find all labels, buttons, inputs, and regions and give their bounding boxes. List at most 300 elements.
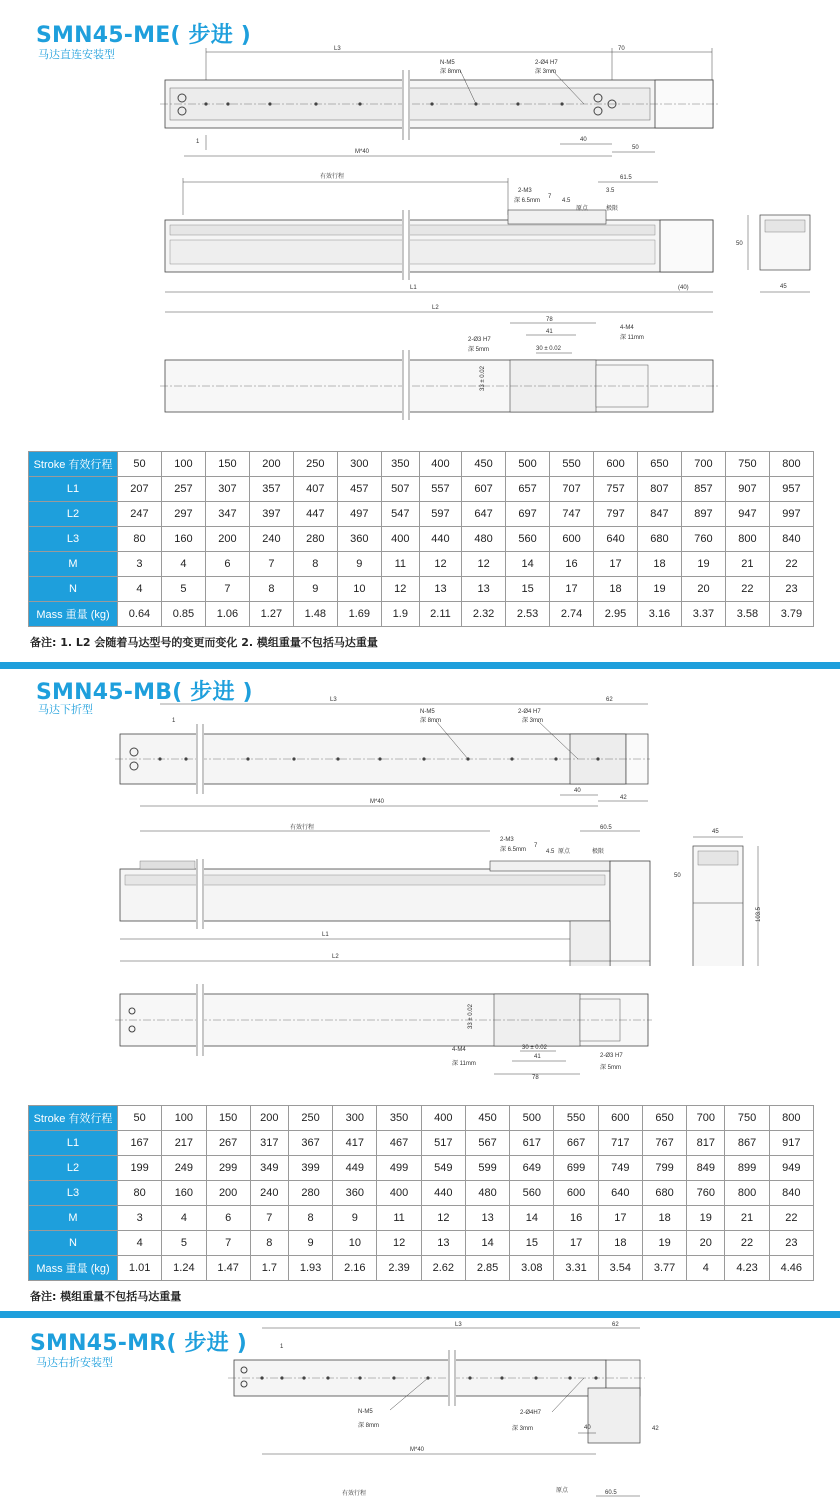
table-cell: 600 (594, 452, 638, 477)
dim-30: 30 ± 0.02 (536, 346, 561, 352)
dim-42: 42 (652, 1426, 659, 1432)
table-cell: 500 (506, 452, 550, 477)
table-cell: 760 (687, 1181, 725, 1206)
table-cell: 2.62 (421, 1256, 465, 1281)
table-cell: 717 (598, 1131, 642, 1156)
table-cell: 3.31 (554, 1256, 598, 1281)
table-cell: 2.16 (333, 1256, 377, 1281)
section-subtitle: 马达右折安装型 (36, 1356, 113, 1369)
row-header: Mass 重量 (kg) (29, 602, 118, 627)
label-depth65: 深 6.5mm (500, 847, 527, 853)
row-header: L3 (29, 527, 118, 552)
table-cell: 17 (554, 1231, 598, 1256)
table-row (29, 552, 814, 577)
label-stroke: 有效行程 (290, 825, 315, 831)
table-cell: 13 (419, 577, 461, 602)
table-cell: 2.53 (506, 602, 550, 627)
table-cell: 640 (598, 1181, 642, 1206)
label-m4: 4-M4 (452, 1047, 466, 1053)
label-nm5: N-M5 (440, 60, 455, 66)
table-cell: 397 (249, 502, 293, 527)
table-cell: 18 (598, 1231, 642, 1256)
table-cell: 957 (769, 477, 813, 502)
row-header: L3 (29, 1181, 118, 1206)
table-cell: 14 (465, 1231, 509, 1256)
table-cell: 949 (769, 1156, 813, 1181)
row-header: Stroke 有效行程 (29, 452, 118, 477)
table-cell: 4 (162, 1206, 206, 1231)
table-cell: 9 (337, 552, 381, 577)
table-cell: 257 (161, 477, 205, 502)
table-cell: 100 (162, 1106, 206, 1131)
table-cell: 899 (725, 1156, 769, 1181)
table-cell: 360 (337, 527, 381, 552)
table-cell: 607 (462, 477, 506, 502)
dim-m40: M*40 (410, 1447, 425, 1453)
table-cell: 13 (465, 1206, 509, 1231)
dim-1: 1 (172, 718, 176, 724)
table-cell: 3.79 (769, 602, 813, 627)
table-cell: 4 (687, 1256, 725, 1281)
dim-p40: (40) (678, 285, 689, 291)
table-cell: 757 (594, 477, 638, 502)
table-cell: 249 (162, 1156, 206, 1181)
table-cell: 499 (377, 1156, 421, 1181)
table-cell: 917 (769, 1131, 813, 1156)
table-cell: 560 (506, 527, 550, 552)
table-cell: 20 (681, 577, 725, 602)
table-cell: 11 (377, 1206, 421, 1231)
table-cell: 17 (594, 552, 638, 577)
table-row (29, 1231, 814, 1256)
table-cell: 199 (118, 1156, 162, 1181)
section-title: SMN45-MR( 步进 ) (30, 1331, 247, 1356)
table-cell: 847 (638, 502, 682, 527)
row-header: L2 (29, 1156, 118, 1181)
dim-70: 70 (618, 46, 625, 52)
section-divider (0, 1311, 840, 1318)
dim-50: 50 (632, 145, 639, 151)
table-cell: 547 (381, 502, 419, 527)
row-header: Stroke 有效行程 (29, 1106, 118, 1131)
table-cell: 3.58 (725, 602, 769, 627)
table-row (29, 1256, 814, 1281)
table-cell: 840 (769, 1181, 813, 1206)
table-cell: 407 (293, 477, 337, 502)
dim-605: 60.5 (605, 1490, 617, 1496)
spec-table (28, 1105, 814, 1281)
label-h3: 2-Ø3 H7 (468, 337, 491, 343)
table-cell: 1.47 (206, 1256, 250, 1281)
dim-l3: L3 (330, 697, 337, 703)
dim-615: 61.5 (620, 175, 632, 181)
label-holes: 2-Ø4H7 (520, 1410, 542, 1416)
table-cell: 750 (725, 452, 769, 477)
table-cell: 517 (421, 1131, 465, 1156)
label-limit: 极限 (592, 849, 605, 855)
table-cell: 167 (118, 1131, 162, 1156)
dim-40: 40 (580, 137, 587, 143)
table-cell: 467 (377, 1131, 421, 1156)
table-cell: 18 (594, 577, 638, 602)
section-title: SMN45-MB( 步进 ) (36, 680, 253, 705)
table-cell: 840 (769, 527, 813, 552)
side-50: 50 (674, 873, 681, 879)
dim-l1: L1 (322, 932, 329, 938)
table-cell: 449 (333, 1156, 377, 1181)
table-cell: 297 (161, 502, 205, 527)
table-cell: 19 (638, 577, 682, 602)
table-cell: 8 (293, 552, 337, 577)
table-cell: 849 (687, 1156, 725, 1181)
dim-62: 62 (612, 1322, 619, 1328)
table-cell: 247 (118, 502, 162, 527)
table-cell: 647 (462, 502, 506, 527)
spec-table (28, 451, 814, 627)
table-cell: 457 (337, 477, 381, 502)
table-cell: 19 (642, 1231, 686, 1256)
table-cell: 800 (769, 452, 813, 477)
table-cell: 6 (206, 1206, 250, 1231)
table-cell: 480 (462, 527, 506, 552)
table-cell: 447 (293, 502, 337, 527)
table-cell: 7 (205, 577, 249, 602)
table-cell: 200 (249, 452, 293, 477)
table-cell: 8 (249, 577, 293, 602)
table-cell: 18 (642, 1206, 686, 1231)
table-cell: 3.54 (598, 1256, 642, 1281)
table-cell: 1.24 (162, 1256, 206, 1281)
table-cell: 907 (725, 477, 769, 502)
drawing-top-view (0, 689, 840, 834)
table-cell: 240 (250, 1181, 288, 1206)
table-cell: 817 (687, 1131, 725, 1156)
table-row (29, 1106, 814, 1131)
side-45: 45 (712, 829, 719, 835)
table-cell: 150 (205, 452, 249, 477)
note: 备注: 1. L2 会随着马达型号的变更而变化 2. 模组重量不包括马达重量 (30, 636, 378, 649)
table-row (29, 502, 814, 527)
label-stroke: 有效行程 (342, 1491, 367, 1497)
table-cell: 7 (249, 552, 293, 577)
drawing-side-view (0, 170, 840, 320)
dim-42: 42 (620, 795, 627, 801)
table-cell: 200 (206, 1181, 250, 1206)
table-cell: 22 (769, 552, 813, 577)
table-cell: 0.85 (161, 602, 205, 627)
section-subtitle: 马达直连安装型 (38, 48, 115, 61)
table-cell: 2.85 (465, 1256, 509, 1281)
dim-33: 33 ± 0.02 (480, 366, 486, 391)
note: 备注: 模组重量不包括马达重量 (30, 1290, 182, 1303)
table-cell: 13 (421, 1231, 465, 1256)
table-row (29, 452, 814, 477)
table-cell: 550 (554, 1106, 598, 1131)
dim-40: 40 (584, 1425, 591, 1431)
dim-1: 1 (280, 1344, 284, 1350)
table-cell: 450 (465, 1106, 509, 1131)
table-cell: 3 (118, 552, 162, 577)
table-cell: 4 (161, 552, 205, 577)
table-cell: 357 (249, 477, 293, 502)
dim-l2: L2 (332, 954, 339, 960)
table-cell: 18 (638, 552, 682, 577)
table-row (29, 477, 814, 502)
table-cell: 500 (510, 1106, 554, 1131)
table-cell: 22 (725, 577, 769, 602)
table-cell: 440 (421, 1181, 465, 1206)
table-cell: 2.11 (419, 602, 461, 627)
table-cell: 9 (333, 1206, 377, 1231)
section-smn45-mb (0, 669, 840, 1311)
dim-m40: M*40 (370, 799, 385, 805)
table-cell: 299 (206, 1156, 250, 1181)
table-cell: 350 (377, 1106, 421, 1131)
table-cell: 1.69 (337, 602, 381, 627)
table-cell: 14 (506, 552, 550, 577)
dim-1: 1 (196, 139, 200, 145)
table-cell: 50 (118, 1106, 162, 1131)
table-cell: 200 (250, 1106, 288, 1131)
label-origin: 原点 (558, 849, 571, 855)
table-cell: 650 (642, 1106, 686, 1131)
table-cell: 300 (333, 1106, 377, 1131)
label-nm5: N-M5 (420, 709, 435, 715)
table-cell: 12 (421, 1206, 465, 1231)
table-row (29, 602, 814, 627)
table-cell: 2.39 (377, 1256, 421, 1281)
table-cell: 567 (465, 1131, 509, 1156)
label-m3: 2-M3 (518, 188, 532, 194)
table-cell: 750 (725, 1106, 769, 1131)
drawing-top-view (0, 1318, 840, 1500)
section-smn45-mr (0, 1318, 840, 1500)
table-cell: 867 (725, 1131, 769, 1156)
label-origin: 原点 (556, 1488, 569, 1494)
table-cell: 699 (554, 1156, 598, 1181)
table-cell: 600 (554, 1181, 598, 1206)
dim-41: 41 (534, 1054, 541, 1060)
table-cell: 200 (205, 527, 249, 552)
label-depth3: 深 3mm (522, 718, 544, 724)
dim-l2: L2 (432, 305, 439, 311)
table-cell: 21 (725, 552, 769, 577)
table-cell: 399 (288, 1156, 332, 1181)
table-cell: 2.32 (462, 602, 506, 627)
table-cell: 4 (118, 577, 162, 602)
table-cell: 250 (293, 452, 337, 477)
table-cell: 997 (769, 502, 813, 527)
dim-45: 4.5 (546, 849, 555, 855)
table-cell: 267 (206, 1131, 250, 1156)
table-row (29, 1206, 814, 1231)
table-cell: 560 (510, 1181, 554, 1206)
drawing-side-view (0, 821, 840, 966)
dim-30: 30 ± 0.02 (522, 1045, 547, 1051)
table-cell: 507 (381, 477, 419, 502)
dim-m40: M*40 (355, 149, 370, 155)
dim-l1: L1 (410, 285, 417, 291)
table-cell: 240 (249, 527, 293, 552)
label-depth65: 深 6.5mm (514, 198, 541, 204)
dim-33: 33 ± 0.02 (468, 1004, 474, 1029)
table-row (29, 577, 814, 602)
label-m4: 4-M4 (620, 325, 634, 331)
dim-l3: L3 (455, 1322, 462, 1328)
label-m3: 2-M3 (500, 837, 514, 843)
table-cell: 23 (769, 577, 813, 602)
table-cell: 207 (118, 477, 162, 502)
table-cell: 1.06 (205, 602, 249, 627)
table-cell: 21 (725, 1206, 769, 1231)
row-header: M (29, 1206, 118, 1231)
table-cell: 367 (288, 1131, 332, 1156)
table-cell: 4.23 (725, 1256, 769, 1281)
row-header: N (29, 1231, 118, 1256)
table-cell: 550 (550, 452, 594, 477)
table-cell: 800 (725, 527, 769, 552)
dim-41: 41 (546, 329, 553, 335)
section-title: SMN45-ME( 步进 ) (36, 23, 252, 48)
table-cell: 250 (288, 1106, 332, 1131)
table-cell: 50 (118, 452, 162, 477)
table-cell: 9 (288, 1231, 332, 1256)
table-cell: 599 (465, 1156, 509, 1181)
label-depth11: 深 11mm (452, 1061, 476, 1067)
table-cell: 22 (725, 1231, 769, 1256)
table-cell: 16 (554, 1206, 598, 1231)
table-cell: 650 (638, 452, 682, 477)
table-cell: 307 (205, 477, 249, 502)
table-cell: 480 (465, 1181, 509, 1206)
table-cell: 19 (681, 552, 725, 577)
table-cell: 2.95 (594, 602, 638, 627)
table-cell: 747 (550, 502, 594, 527)
row-header: L2 (29, 502, 118, 527)
row-header: L1 (29, 1131, 118, 1156)
table-cell: 14 (510, 1206, 554, 1231)
dim-7: 7 (548, 194, 552, 200)
label-stroke: 有效行程 (320, 174, 345, 180)
label-nm5: N-M5 (358, 1409, 373, 1415)
label-origin: 原点 (576, 206, 589, 212)
table-cell: 12 (377, 1231, 421, 1256)
table-cell: 557 (419, 477, 461, 502)
dim-45: 4.5 (562, 198, 571, 204)
table-cell: 600 (550, 527, 594, 552)
row-header: M (29, 552, 118, 577)
section-divider (0, 662, 840, 669)
table-cell: 6 (205, 552, 249, 577)
table-cell: 80 (118, 527, 162, 552)
table-cell: 5 (161, 577, 205, 602)
table-cell: 17 (598, 1206, 642, 1231)
table-cell: 1.48 (293, 602, 337, 627)
table-cell: 10 (333, 1231, 377, 1256)
table-cell: 3.37 (681, 602, 725, 627)
table-cell: 549 (421, 1156, 465, 1181)
table-cell: 400 (419, 452, 461, 477)
table-cell: 7 (250, 1206, 288, 1231)
table-cell: 1.27 (249, 602, 293, 627)
table-cell: 799 (642, 1156, 686, 1181)
label-holes: 2-Ø4 H7 (518, 709, 541, 715)
table-cell: 700 (681, 452, 725, 477)
dim-78: 78 (532, 1075, 539, 1081)
table-cell: 100 (161, 452, 205, 477)
table-cell: 347 (205, 502, 249, 527)
drawing-bottom-view (0, 315, 840, 425)
table-cell: 800 (769, 1106, 813, 1131)
label-depth8: 深 8mm (420, 718, 442, 724)
table-cell: 2.74 (550, 602, 594, 627)
table-cell: 15 (510, 1231, 554, 1256)
table-cell: 707 (550, 477, 594, 502)
table-cell: 497 (337, 502, 381, 527)
table-cell: 450 (462, 452, 506, 477)
table-cell: 300 (337, 452, 381, 477)
table-cell: 8 (250, 1231, 288, 1256)
table-cell: 7 (206, 1231, 250, 1256)
label-depth5: 深 5mm (468, 347, 490, 353)
label-h3: 2-Ø3 H7 (600, 1053, 623, 1059)
table-cell: 349 (250, 1156, 288, 1181)
table-cell: 667 (554, 1131, 598, 1156)
table-cell: 649 (510, 1156, 554, 1181)
table-row (29, 1131, 814, 1156)
section-subtitle: 马达下折型 (38, 703, 93, 716)
table-cell: 3 (118, 1206, 162, 1231)
table-cell: 760 (681, 527, 725, 552)
table-cell: 5 (162, 1231, 206, 1256)
table-cell: 12 (381, 577, 419, 602)
table-cell: 947 (725, 502, 769, 527)
row-header: N (29, 577, 118, 602)
table-cell: 12 (419, 552, 461, 577)
table-cell: 1.9 (381, 602, 419, 627)
side-1035: 103.5 (756, 906, 762, 922)
dim-62: 62 (606, 697, 613, 703)
table-cell: 807 (638, 477, 682, 502)
table-cell: 400 (381, 527, 419, 552)
table-cell: 17 (550, 577, 594, 602)
table-cell: 3.08 (510, 1256, 554, 1281)
table-cell: 897 (681, 502, 725, 527)
table-cell: 160 (162, 1181, 206, 1206)
table-cell: 600 (598, 1106, 642, 1131)
table-cell: 20 (687, 1231, 725, 1256)
dim-35: 3.5 (606, 188, 615, 194)
table-cell: 440 (419, 527, 461, 552)
label-holes: 2-Ø4 H7 (535, 60, 558, 66)
label-depth3: 深 3mm (535, 69, 557, 75)
table-cell: 12 (462, 552, 506, 577)
dim-605: 60.5 (600, 825, 612, 831)
table-cell: 280 (293, 527, 337, 552)
table-row (29, 1156, 814, 1181)
table-cell: 280 (288, 1181, 332, 1206)
label-depth5: 深 5mm (600, 1065, 622, 1071)
dim-78: 78 (546, 317, 553, 323)
label-depth8: 深 8mm (440, 69, 462, 75)
table-cell: 1.93 (288, 1256, 332, 1281)
table-cell: 16 (550, 552, 594, 577)
table-cell: 23 (769, 1231, 813, 1256)
table-cell: 0.64 (118, 602, 162, 627)
label-limit: 极限 (606, 206, 619, 212)
table-row (29, 1181, 814, 1206)
row-header: Mass 重量 (kg) (29, 1256, 118, 1281)
